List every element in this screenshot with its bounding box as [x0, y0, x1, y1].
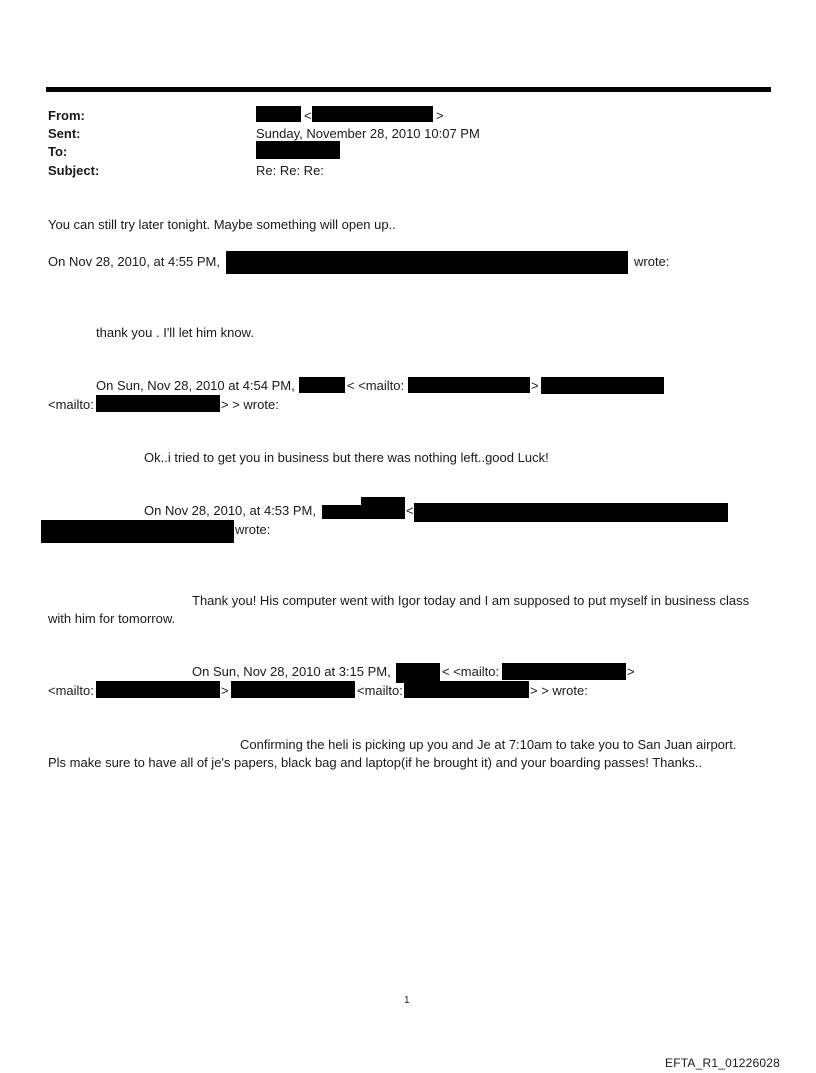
redaction-quote2-mailto — [96, 395, 220, 412]
quote4-b: < <mailto: — [442, 664, 500, 679]
quote4-a: On Sun, Nov 28, 2010 at 3:15 PM, — [192, 664, 391, 679]
redaction-quote2-email — [408, 377, 530, 393]
quote4-f: <mailto: — [357, 683, 403, 698]
quote2-e: > > wrote: — [221, 397, 279, 412]
sent-value: Sunday, November 28, 2010 10:07 PM — [256, 126, 480, 141]
reply-2: Ok..i tried to get you in business but there was nothing left..good Luck! — [144, 450, 549, 465]
redaction-quote4-name — [396, 663, 440, 683]
redaction-quote3-name-a — [322, 505, 362, 519]
quote2-a: On Sun, Nov 28, 2010 at 4:54 PM, — [96, 378, 295, 393]
redaction-quote2-email2 — [541, 377, 664, 394]
redaction-quote2-name — [299, 377, 345, 393]
to-label: To: — [48, 144, 68, 159]
redaction-quote3-name-b — [361, 497, 405, 519]
redaction-quote4-mailto2 — [404, 681, 529, 698]
redaction-to — [256, 141, 340, 159]
quote1-pre: On Nov 28, 2010, at 4:55 PM, — [48, 254, 220, 269]
redaction-quote1 — [226, 251, 628, 274]
sent-label: Sent: — [48, 126, 81, 141]
from-lt: < — [304, 108, 312, 123]
from-gt: > — [436, 108, 444, 123]
from-label: From: — [48, 108, 85, 123]
reply-3-line-1: Thank you! His computer went with Igor today and I am supposed to put myself in business class — [192, 593, 750, 608]
quote3-c: wrote: — [235, 522, 271, 537]
reply-3-line-2: with him for tomorrow. — [48, 611, 176, 626]
quote4-e: > — [221, 683, 229, 698]
redaction-quote3-email — [414, 503, 728, 522]
footer-document-id: EFTA_R1_01226028 — [665, 1056, 781, 1070]
header-rule — [46, 87, 771, 92]
reply-4-line-2: Pls make sure to have all of je's papers, black bag and laptop(if he brought it) and your boarding passes! Thanks.. — [48, 755, 703, 770]
redaction-quote4-mailto1 — [96, 681, 220, 698]
quote2-d: <mailto: — [48, 397, 94, 412]
redaction-quote3-email2 — [41, 520, 234, 543]
quote3-b: < — [406, 503, 414, 518]
redaction-quote4-email — [502, 663, 626, 680]
quote3-a: On Nov 28, 2010, at 4:53 PM, — [144, 503, 316, 518]
reply-4-line-1: Confirming the heli is picking up you and Je at 7:10am to take you to San Juan airport. — [240, 737, 737, 752]
subject-label: Subject: — [48, 163, 100, 178]
redaction-from-name — [256, 106, 301, 122]
quote1-post: wrote: — [634, 254, 670, 269]
quote2-c: > — [531, 378, 539, 393]
redaction-from-email — [312, 106, 433, 122]
quote4-d: <mailto: — [48, 683, 94, 698]
body-line-1: You can still try later tonight. Maybe something will open up.. — [48, 217, 396, 232]
quote2-b: < <mailto: — [347, 378, 405, 393]
page-number: 1 — [404, 995, 410, 1006]
subject-value: Re: Re: Re: — [256, 163, 324, 178]
redaction-quote4-email2 — [231, 681, 355, 698]
quote4-c: > — [627, 664, 635, 679]
reply-1: thank you . I'll let him know. — [96, 325, 254, 340]
quote4-g: > > wrote: — [530, 683, 588, 698]
